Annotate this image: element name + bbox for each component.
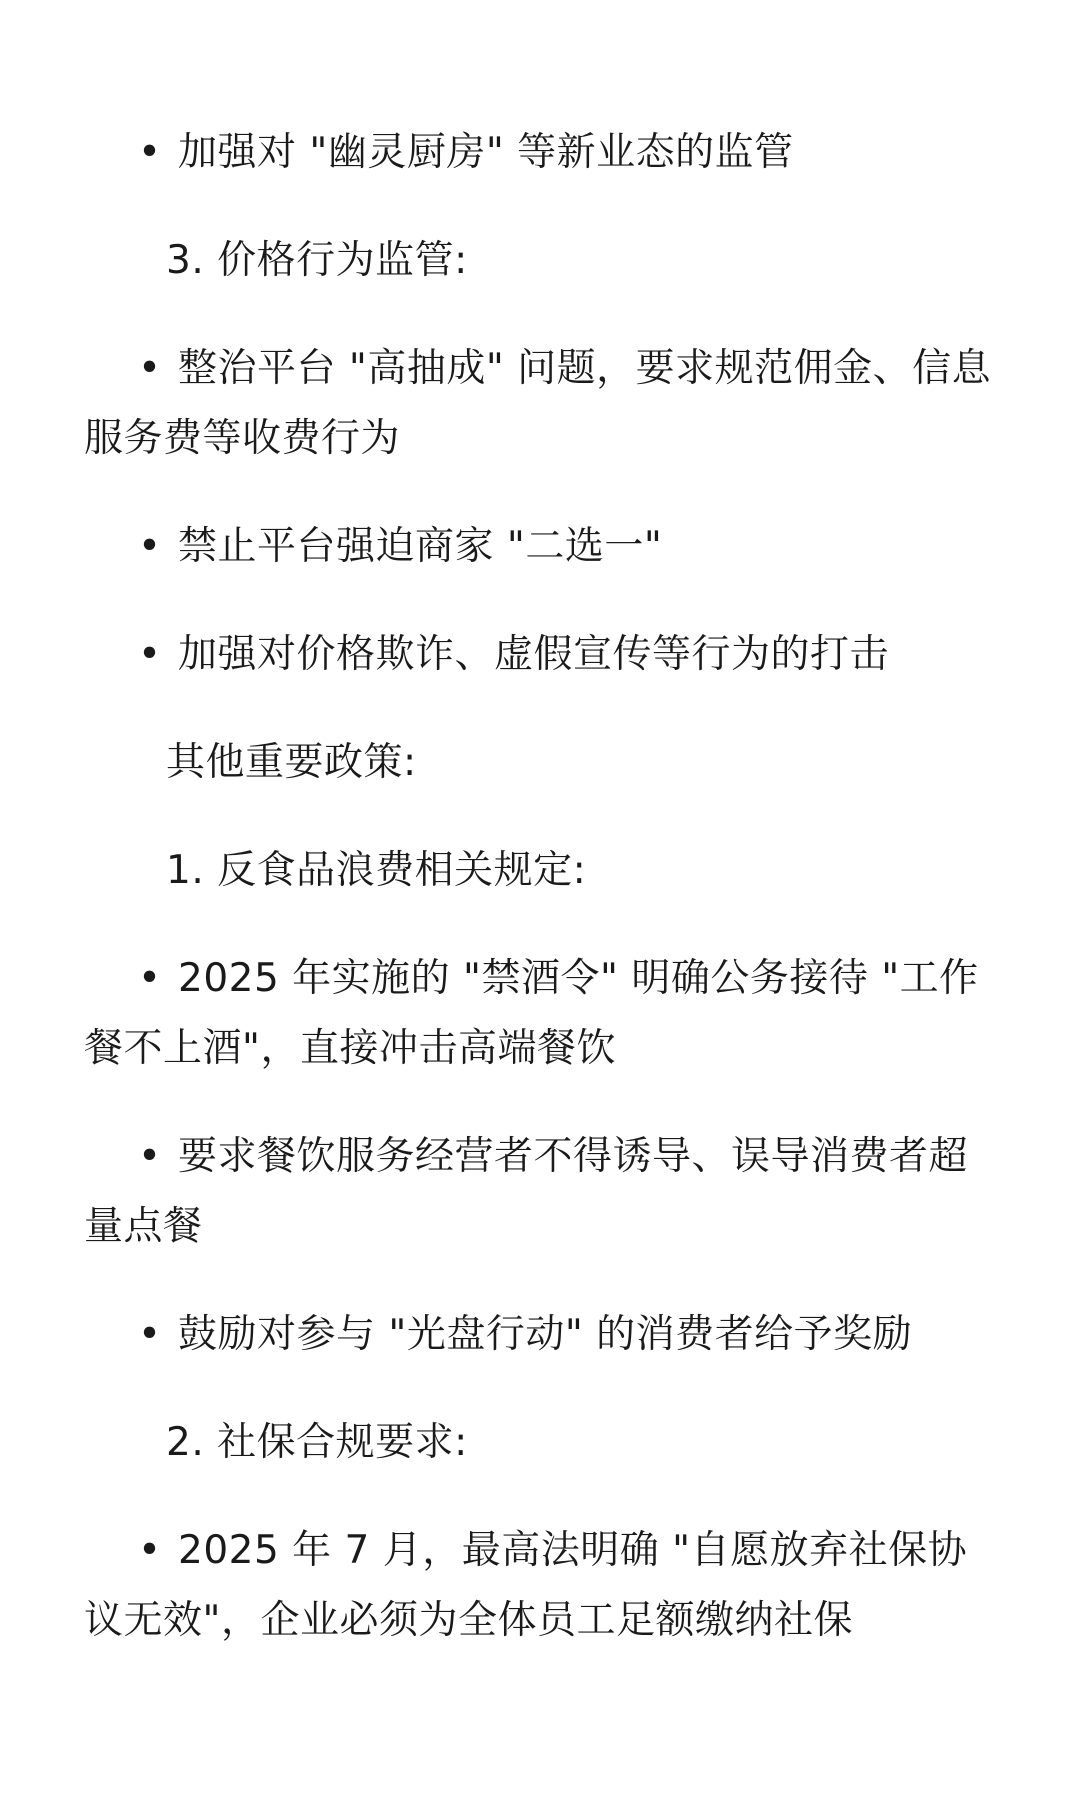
bullet-text: 加强对 "幽灵厨房" 等新业态的监管 xyxy=(178,130,794,175)
heading-text: 其他重要政策: xyxy=(166,740,417,785)
section-heading xyxy=(84,226,1080,296)
section-heading xyxy=(84,836,1080,906)
bullet-text: 鼓励对参与 "光盘行动" 的消费者给予奖励 xyxy=(178,1312,913,1357)
bullet-item: • 加强对 "幽灵厨房" 等新业态的监管 xyxy=(138,130,794,175)
bullet-text: 2025 年实施的 "禁酒令" 明确公务接待 "工作餐不上酒"，直接冲击高端餐饮 xyxy=(84,956,979,1071)
bullet-text: 2025 年 7 月，最高法明确 "自愿放弃社保协议无效"，企业必须为全体员工足额缴纳社保 xyxy=(84,1528,968,1643)
bullet-text: 整治平台 "高抽成" 问题，要求规范佣金、信息服务费等收费行为 xyxy=(84,346,992,461)
bullet-item: • 加强对价格欺诈、虚假宣传等行为的打击 xyxy=(138,632,890,677)
section-heading xyxy=(84,1408,1080,1478)
bullet-text: 要求餐饮服务经营者不得诱导、误导消费者超量点餐 xyxy=(84,1134,969,1249)
bullet-item: • 2025 年 7 月，最高法明确 "自愿放弃社保协议无效"，企业必须为全体员工足额缴纳社保 xyxy=(84,1528,968,1643)
heading-text: 1. 反食品浪费相关规定: xyxy=(166,848,587,893)
bullet-text: 禁止平台强迫商家 "二选一" xyxy=(178,524,663,569)
bullet-item: • 整治平台 "高抽成" 问题，要求规范佣金、信息服务费等收费行为 xyxy=(84,346,992,461)
bullet-item: • 要求餐饮服务经营者不得诱导、误导消费者超量点餐 xyxy=(84,1134,969,1249)
bullet-item: • 禁止平台强迫商家 "二选一" xyxy=(138,524,663,569)
heading-text: 3. 价格行为监管: xyxy=(166,238,468,283)
bullet-text: 加强对价格欺诈、虚假宣传等行为的打击 xyxy=(178,632,890,677)
bullet-item: • 鼓励对参与 "光盘行动" 的消费者给予奖励 xyxy=(138,1312,913,1357)
bullet-item: • 2025 年实施的 "禁酒令" 明确公务接待 "工作餐不上酒"，直接冲击高端餐饮 xyxy=(84,956,979,1071)
section-heading xyxy=(84,728,1080,798)
heading-text: 2. 社保合规要求: xyxy=(166,1420,468,1465)
